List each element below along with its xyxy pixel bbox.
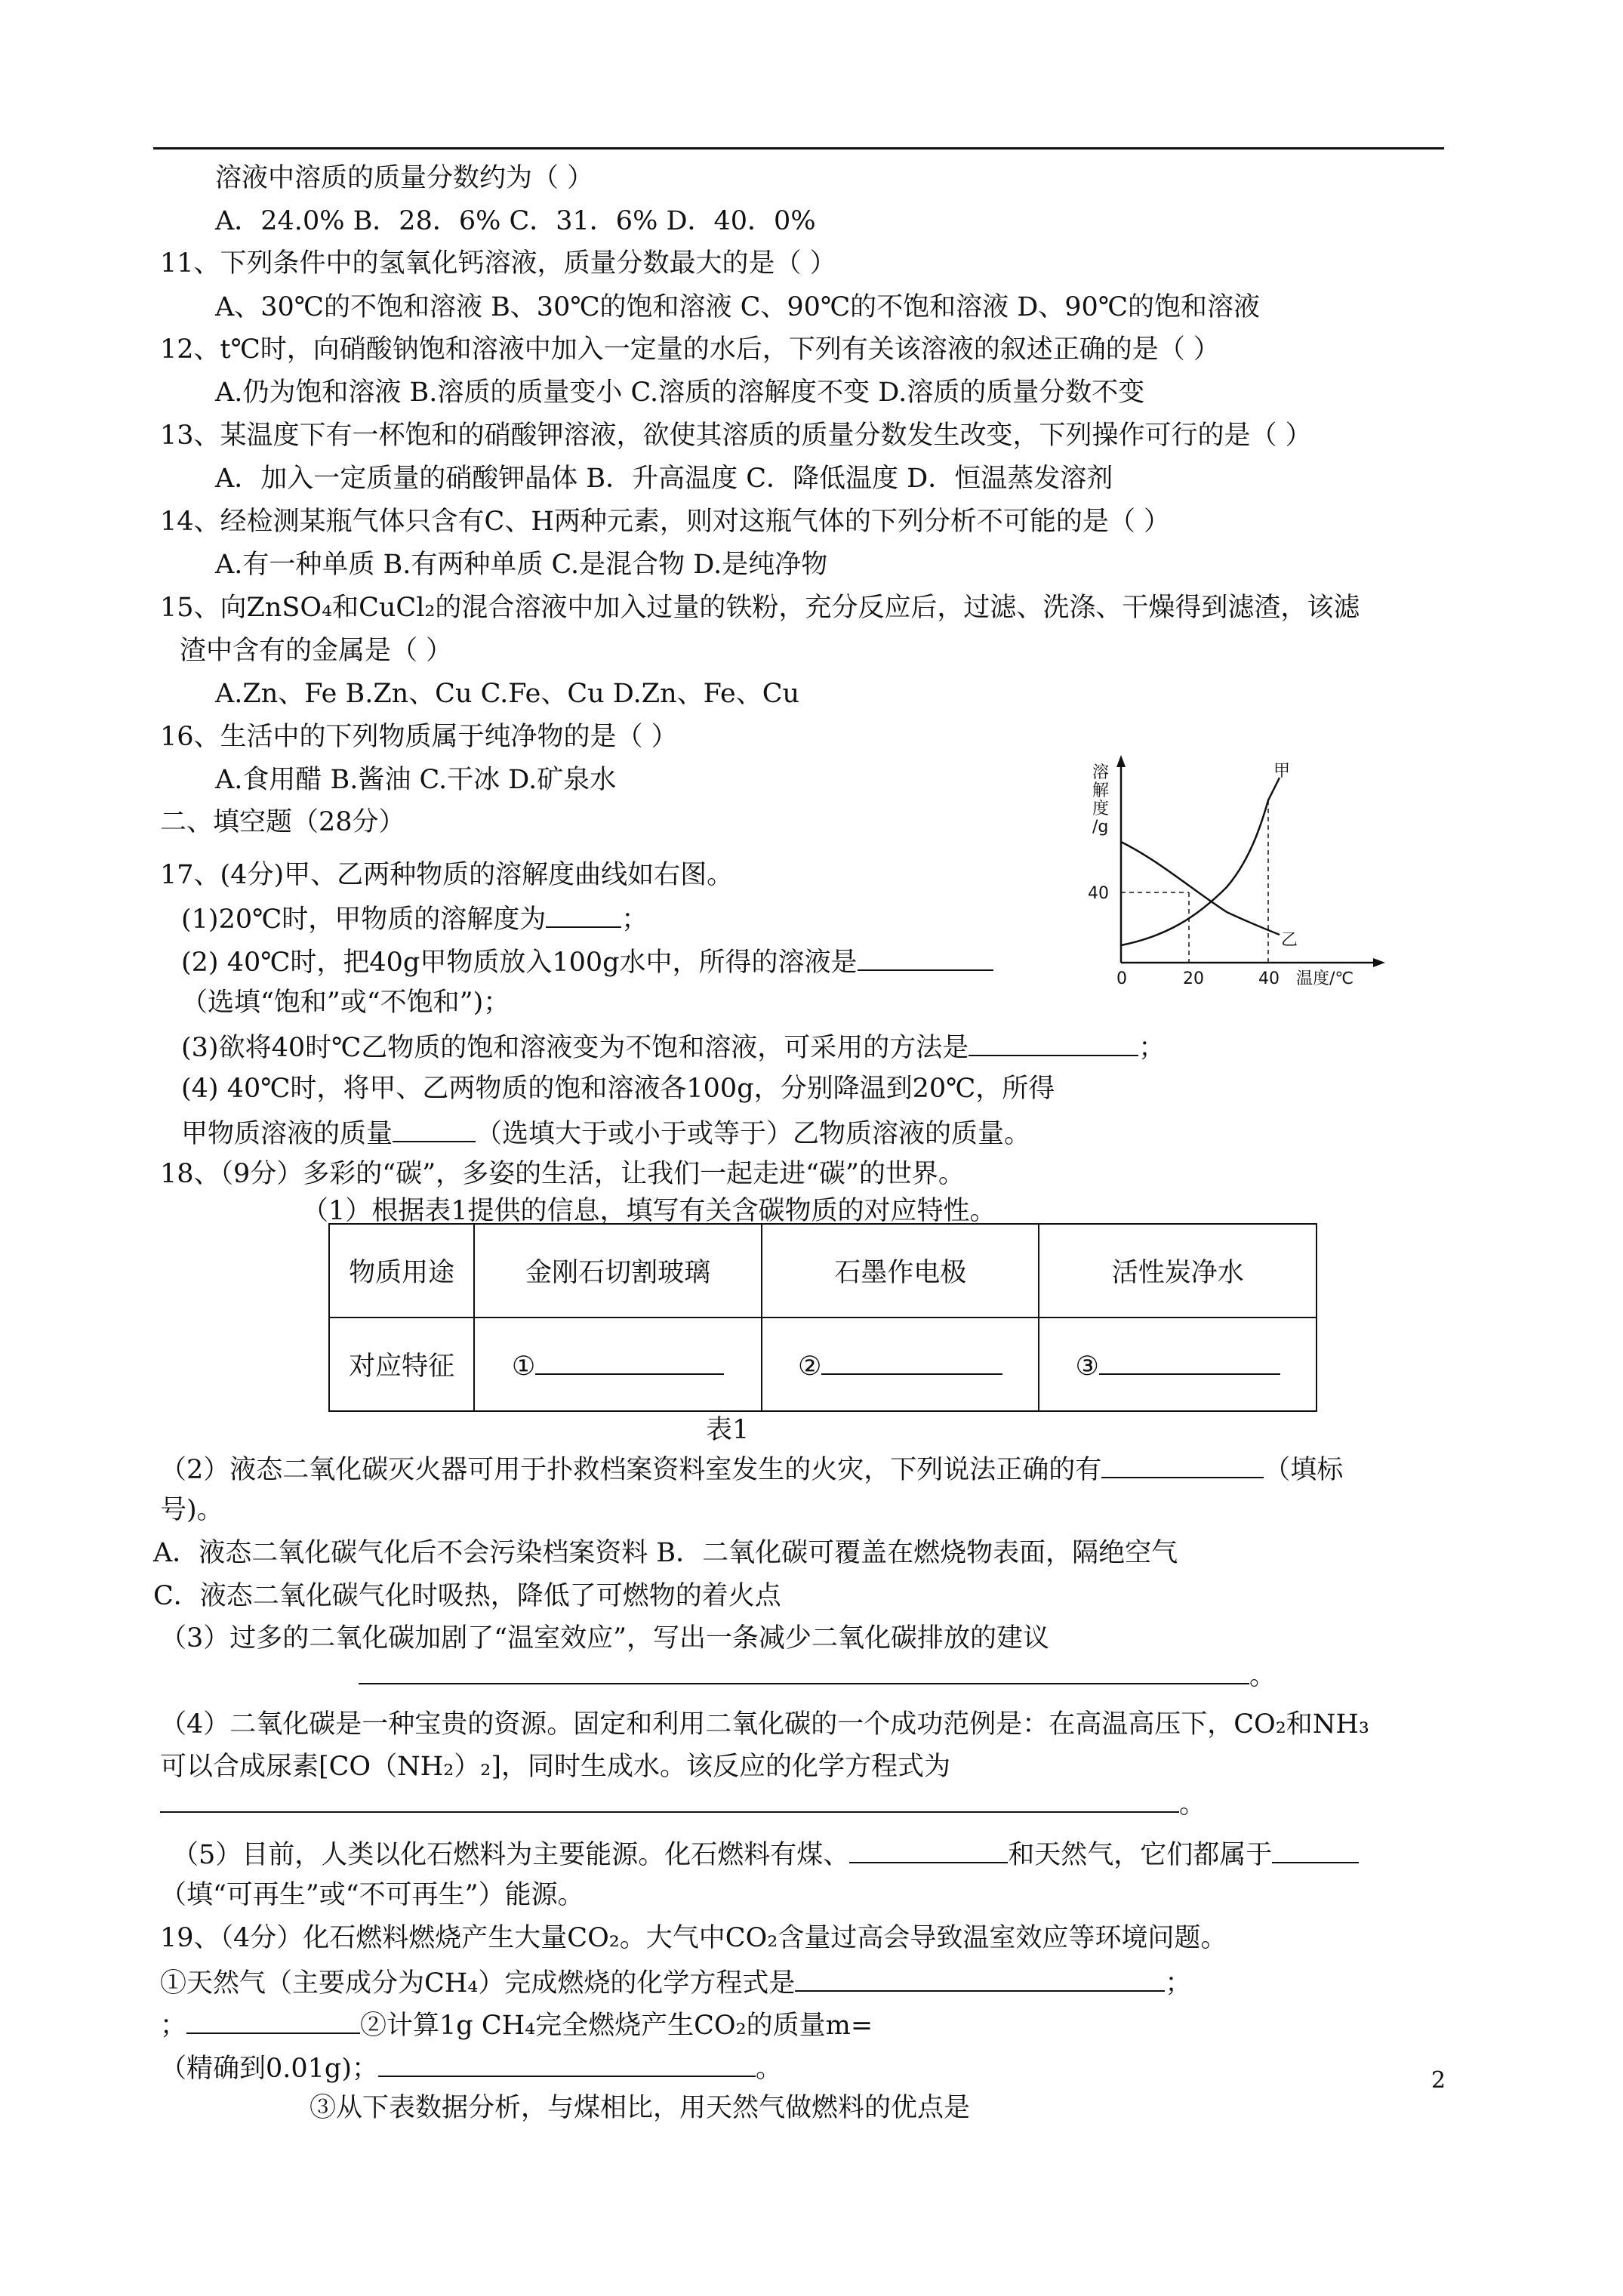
answer-blank[interactable] (393, 1115, 476, 1142)
section-title: 二、填空题（28分） (160, 807, 405, 837)
table-cell: 石墨作电极 (762, 1224, 1039, 1318)
question-12: 12、t℃时，向硝酸钠饱和溶液中加入一定量的水后，下列有关该溶液的叙述正确的是（ ） (160, 334, 1220, 365)
answer-blank[interactable] (1101, 1451, 1264, 1478)
text-line: (1)20℃时，甲物质的溶解度为 ； (181, 901, 648, 936)
text-line: 。 (160, 1786, 1206, 1821)
y-axis-arrow (1116, 755, 1126, 767)
answer-blank[interactable] (535, 1348, 724, 1375)
answer-blank[interactable] (821, 1348, 1002, 1375)
text-line: （2）液态二氧化碳灭火器可用于扑救档案资料室发生的火灾，下列说法正确的有 （填标 (160, 1451, 1343, 1487)
table-1 (328, 1223, 1317, 1412)
text-line: ； ②计算1g CH₄完全燃烧产生CO₂的质量m= (160, 2007, 873, 2042)
text-line: A．24.0% B．28．6% C．31．6% D．40．0% (215, 206, 816, 236)
series-label: 甲 (1273, 762, 1291, 781)
solubility-curve-figure (1076, 747, 1408, 989)
text-line: A．液态二氧化碳气化后不会污染档案资料 B．二氧化碳可覆盖在燃烧物表面，隔绝空气 (153, 1538, 1178, 1568)
text-line: ①天然气（主要成分为CH₄）完成燃烧的化学方程式是 ； (160, 1965, 1191, 2000)
text-line: 号)。 (160, 1495, 223, 1525)
answer-blank[interactable] (1272, 1836, 1359, 1863)
x-axis-arrow (1373, 958, 1385, 967)
page-number: 2 (1431, 2067, 1446, 2094)
answer-blank[interactable] (546, 901, 621, 928)
answer-blank[interactable] (186, 2007, 360, 2034)
text-line: 甲物质溶液的质量 （选填大于或小于或等于）乙物质溶液的质量。 (181, 1115, 1030, 1151)
text-line: (4) 40℃时，将甲、乙两物质的饱和溶液各100g，分别降温到20℃，所得 (181, 1074, 1055, 1104)
answer-blank[interactable] (160, 1786, 1179, 1813)
series-label: 乙 (1281, 931, 1298, 950)
y-axis-label-char: 度 (1092, 800, 1110, 818)
text-line: （精确到0.01g)； 。 (160, 2050, 782, 2085)
series-jia-curve (1121, 778, 1280, 945)
text-line: ③从下表数据分析，与煤相比，用天然气做燃料的优点是 (310, 2093, 971, 2123)
y-axis-label-char: 解 (1092, 781, 1110, 800)
text-line: 。 (359, 1657, 1276, 1693)
text-line: 溶液中溶质的质量分数约为（ ） (215, 163, 594, 193)
x-tick-label: 40 (1258, 969, 1280, 988)
table-row (329, 1224, 1317, 1318)
text-line: （1）根据表1提供的信息，填写有关含碳物质的对应特性。 (302, 1196, 996, 1226)
table-cell: ② (762, 1318, 1039, 1411)
y-axis-label-char: /g (1092, 818, 1109, 837)
question-19: 19、（4分）化石燃料燃烧产生大量CO₂。大气中CO₂含量过高会导致温室效应等环境问题。 (160, 1923, 1227, 1953)
text-line: （4）二氧化碳是一种宝贵的资源。固定和利用二氧化碳的一个成功范例是：在高温高压下，CO₂和NH₃ (160, 1709, 1369, 1740)
answer-blank[interactable] (858, 944, 993, 971)
text-line: A．加入一定质量的硝酸钾晶体 B．升高温度 C．降低温度 D．恒温蒸发溶剂 (215, 464, 1113, 494)
text-line: （填“可再生”或“不可再生”）能源。 (160, 1880, 584, 1910)
text-line: （5）目前，人类以化石燃料为主要能源。化石燃料有煤、 和天然气，它们都属于 (172, 1836, 1359, 1872)
y-axis-label-char: 溶 (1092, 763, 1110, 782)
question-13: 13、某温度下有一杯饱和的硝酸钾溶液，欲使其溶质的质量分数发生改变，下列操作可行的是（ ） (160, 421, 1312, 451)
answer-blank[interactable] (359, 1657, 1249, 1684)
question-14: 14、经检测某瓶气体只含有C、H两种元素，则对这瓶气体的下列分析不可能的是（ ） (160, 507, 1170, 537)
question-18: 18、（9分）多彩的“碳”，多姿的生活，让我们一起走进“碳”的世界。 (160, 1159, 965, 1189)
question-15: 15、向ZnSO₄和CuCl₂的混合溶液中加入过量的铁粉，充分反应后，过滤、洗涤、干燥得到滤渣，该滤 (160, 593, 1360, 623)
table-cell: 物质用途 (329, 1224, 474, 1318)
question-11: 11、下列条件中的氢氧化钙溶液，质量分数最大的是（ ） (160, 248, 836, 279)
table-row (329, 1318, 1317, 1411)
text-line: A、30℃的不饱和溶液 B、30℃的饱和溶液 C、90℃的不饱和溶液 D、90℃的饱和溶液 (215, 292, 1260, 322)
text-line: （3）过多的二氧化碳加剧了“温室效应”，写出一条减少二氧化碳排放的建议 (160, 1623, 1050, 1653)
table-caption: 表1 (706, 1415, 750, 1445)
text-line: (3)欲将40时℃乙物质的饱和溶液变为不饱和溶液，可采用的方法是 ； (181, 1029, 1165, 1065)
answer-blank[interactable] (969, 1029, 1138, 1056)
text-line: C．液态二氧化碳气化时吸热，降低了可燃物的着火点 (153, 1581, 781, 1611)
x-axis-label: 温度/℃ (1296, 969, 1354, 988)
text-line: A.有一种单质 B.有两种单质 C.是混合物 D.是纯净物 (215, 550, 828, 580)
text-line: （选填“饱和”或“不饱和”)； (181, 988, 510, 1018)
x-tick-label: 20 (1183, 969, 1204, 988)
answer-blank[interactable] (378, 2050, 756, 2077)
text-line: 渣中含有的金属是（ ） (180, 636, 453, 666)
answer-blank[interactable] (795, 1965, 1165, 1992)
table-cell: 金刚石切割玻璃 (474, 1224, 762, 1318)
text-line: A.Zn、Fe B.Zn、Cu C.Fe、Cu D.Zn、Fe、Cu (215, 679, 800, 709)
answer-blank[interactable] (1099, 1348, 1280, 1375)
text-line: A.食用醋 B.酱油 C.干冰 D.矿泉水 (215, 765, 617, 795)
table-cell: ① (474, 1318, 762, 1411)
table-cell: ③ (1039, 1318, 1317, 1411)
text-line: 可以合成尿素[CO（NH₂）₂]，同时生成水。该反应的化学方程式为 (160, 1752, 950, 1782)
x-tick-label: 0 (1116, 969, 1127, 988)
y-tick-label: 40 (1088, 884, 1109, 903)
text-line: (2) 40℃时，把40g甲物质放入100g水中，所得的溶液是 (181, 944, 993, 979)
question-16: 16、生活中的下列物质属于纯净物的是（ ） (160, 722, 678, 752)
answer-blank[interactable] (849, 1836, 1008, 1863)
table-cell: 对应特征 (329, 1318, 474, 1411)
series-yi-curve (1121, 842, 1280, 935)
header-rule (153, 147, 1444, 149)
question-17: 17、(4分)甲、乙两种物质的溶解度曲线如右图。 (160, 860, 734, 890)
table-cell: 活性炭净水 (1039, 1224, 1317, 1318)
text-line: A.仍为饱和溶液 B.溶质的质量变小 C.溶质的溶解度不变 D.溶质的质量分数不变 (215, 378, 1145, 408)
